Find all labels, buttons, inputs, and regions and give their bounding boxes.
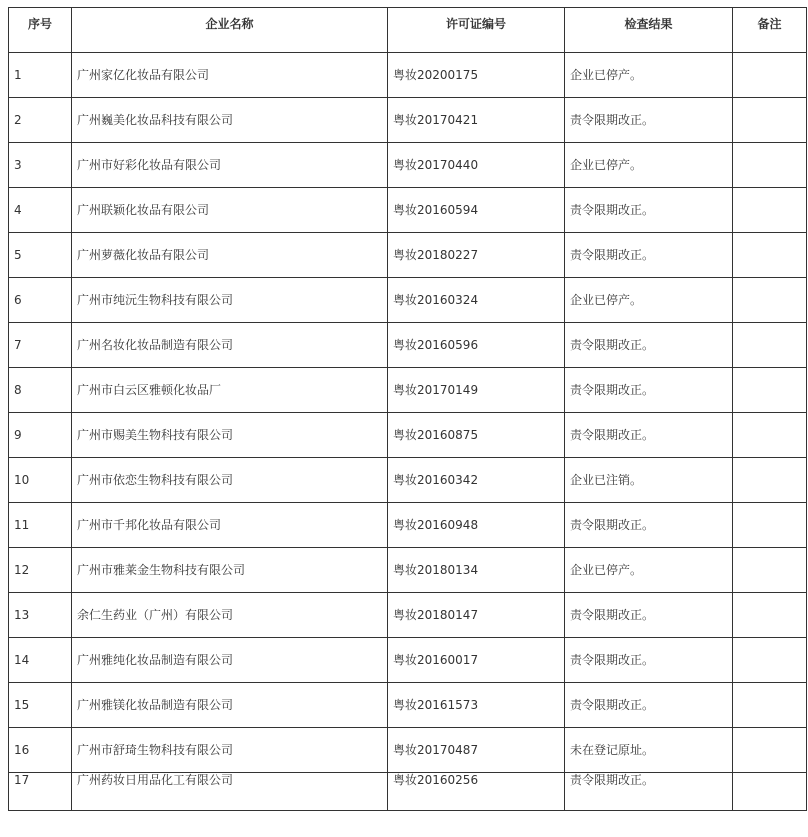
cell-license: 粤妆20170440 [388,143,565,188]
table-row [9,233,807,278]
cell-license: 粤妆20160594 [388,188,565,233]
table-row [9,188,807,233]
cell-seq: 14 [9,638,72,683]
cell-company: 广州名妆化妆品制造有限公司 [72,323,388,368]
table-row [9,728,807,773]
cell-company: 广州雅镁化妆品制造有限公司 [72,683,388,728]
cell-note [733,638,807,683]
cell-seq: 4 [9,188,72,233]
cell-result: 企业已注销。 [565,458,733,503]
cell-company: 广州市纯沅生物科技有限公司 [72,278,388,323]
table-row [9,323,807,368]
cell-seq: 7 [9,323,72,368]
cell-note [733,98,807,143]
cell-license: 粤妆20180227 [388,233,565,278]
cell-seq: 5 [9,233,72,278]
cell-company: 广州萝薇化妆品有限公司 [72,233,388,278]
cell-seq: 12 [9,548,72,593]
cell-result: 责令限期改正。 [565,503,733,548]
cell-note [733,53,807,98]
cell-company: 余仁生药业（广州）有限公司 [72,593,388,638]
cell-company: 广州药妆日用品化工有限公司 [72,773,388,811]
cell-seq: 15 [9,683,72,728]
cell-seq: 11 [9,503,72,548]
table-row [9,458,807,503]
table-row [9,278,807,323]
table-row [9,683,807,728]
cell-seq: 2 [9,98,72,143]
table-header [9,8,807,53]
cell-seq: 13 [9,593,72,638]
cell-license: 粤妆20170149 [388,368,565,413]
cell-note [733,458,807,503]
cell-seq: 8 [9,368,72,413]
table-row [9,548,807,593]
table-row [9,53,807,98]
table-row [9,368,807,413]
cell-note [733,728,807,773]
cell-result: 责令限期改正。 [565,413,733,458]
cell-license: 粤妆20160017 [388,638,565,683]
cell-result: 企业已停产。 [565,53,733,98]
cell-note [733,323,807,368]
cell-seq: 10 [9,458,72,503]
cell-license: 粤妆20160256 [388,773,565,811]
cell-result: 责令限期改正。 [565,188,733,233]
header-seq: 序号 [9,8,72,53]
cell-result: 责令限期改正。 [565,233,733,278]
cell-license: 粤妆20180147 [388,593,565,638]
cell-seq: 17 [9,773,72,811]
header-result: 检查结果 [565,8,733,53]
cell-note [733,548,807,593]
cell-company: 广州市赐美生物科技有限公司 [72,413,388,458]
cell-company: 广州市舒琦生物科技有限公司 [72,728,388,773]
cell-company: 广州市好彩化妆品有限公司 [72,143,388,188]
cell-company: 广州联颖化妆品有限公司 [72,188,388,233]
cell-result: 责令限期改正。 [565,98,733,143]
cell-seq: 16 [9,728,72,773]
header-license: 许可证编号 [388,8,565,53]
cell-result: 责令限期改正。 [565,323,733,368]
cell-result: 责令限期改正。 [565,368,733,413]
table-body [9,53,807,811]
cell-result: 责令限期改正。 [565,593,733,638]
cell-license: 粤妆20170421 [388,98,565,143]
table-row [9,638,807,683]
table-row [9,773,807,811]
cell-note [733,683,807,728]
cell-license: 粤妆20160948 [388,503,565,548]
cell-result: 责令限期改正。 [565,773,733,811]
cell-note [733,413,807,458]
header-company: 企业名称 [72,8,388,53]
cell-company: 广州雅纯化妆品制造有限公司 [72,638,388,683]
inspection-results-table [8,7,807,811]
cell-note [733,773,807,811]
cell-license: 粤妆20160875 [388,413,565,458]
table-row [9,143,807,188]
cell-result: 责令限期改正。 [565,638,733,683]
cell-seq: 6 [9,278,72,323]
cell-result: 企业已停产。 [565,143,733,188]
cell-company: 广州市千邦化妆品有限公司 [72,503,388,548]
cell-company: 广州市雅莱金生物科技有限公司 [72,548,388,593]
cell-license: 粤妆20170487 [388,728,565,773]
table-row [9,503,807,548]
cell-company: 广州市白云区雅顿化妆品厂 [72,368,388,413]
cell-result: 未在登记原址。 [565,728,733,773]
cell-license: 粤妆20160596 [388,323,565,368]
cell-seq: 9 [9,413,72,458]
cell-seq: 3 [9,143,72,188]
table-row [9,593,807,638]
cell-result: 企业已停产。 [565,548,733,593]
cell-company: 广州家亿化妆品有限公司 [72,53,388,98]
cell-note [733,503,807,548]
cell-license: 粤妆20160342 [388,458,565,503]
cell-license: 粤妆20200175 [388,53,565,98]
table-row [9,98,807,143]
cell-note [733,593,807,638]
cell-company: 广州巍美化妆品科技有限公司 [72,98,388,143]
cell-result: 企业已停产。 [565,278,733,323]
cell-note [733,143,807,188]
cell-result: 责令限期改正。 [565,683,733,728]
header-note: 备注 [733,8,807,53]
cell-note [733,278,807,323]
cell-license: 粤妆20180134 [388,548,565,593]
cell-license: 粤妆20160324 [388,278,565,323]
cell-note [733,188,807,233]
cell-company: 广州市依恋生物科技有限公司 [72,458,388,503]
header-row [9,8,807,53]
cell-seq: 1 [9,53,72,98]
cell-note [733,233,807,278]
table-row [9,413,807,458]
cell-note [733,368,807,413]
cell-license: 粤妆20161573 [388,683,565,728]
